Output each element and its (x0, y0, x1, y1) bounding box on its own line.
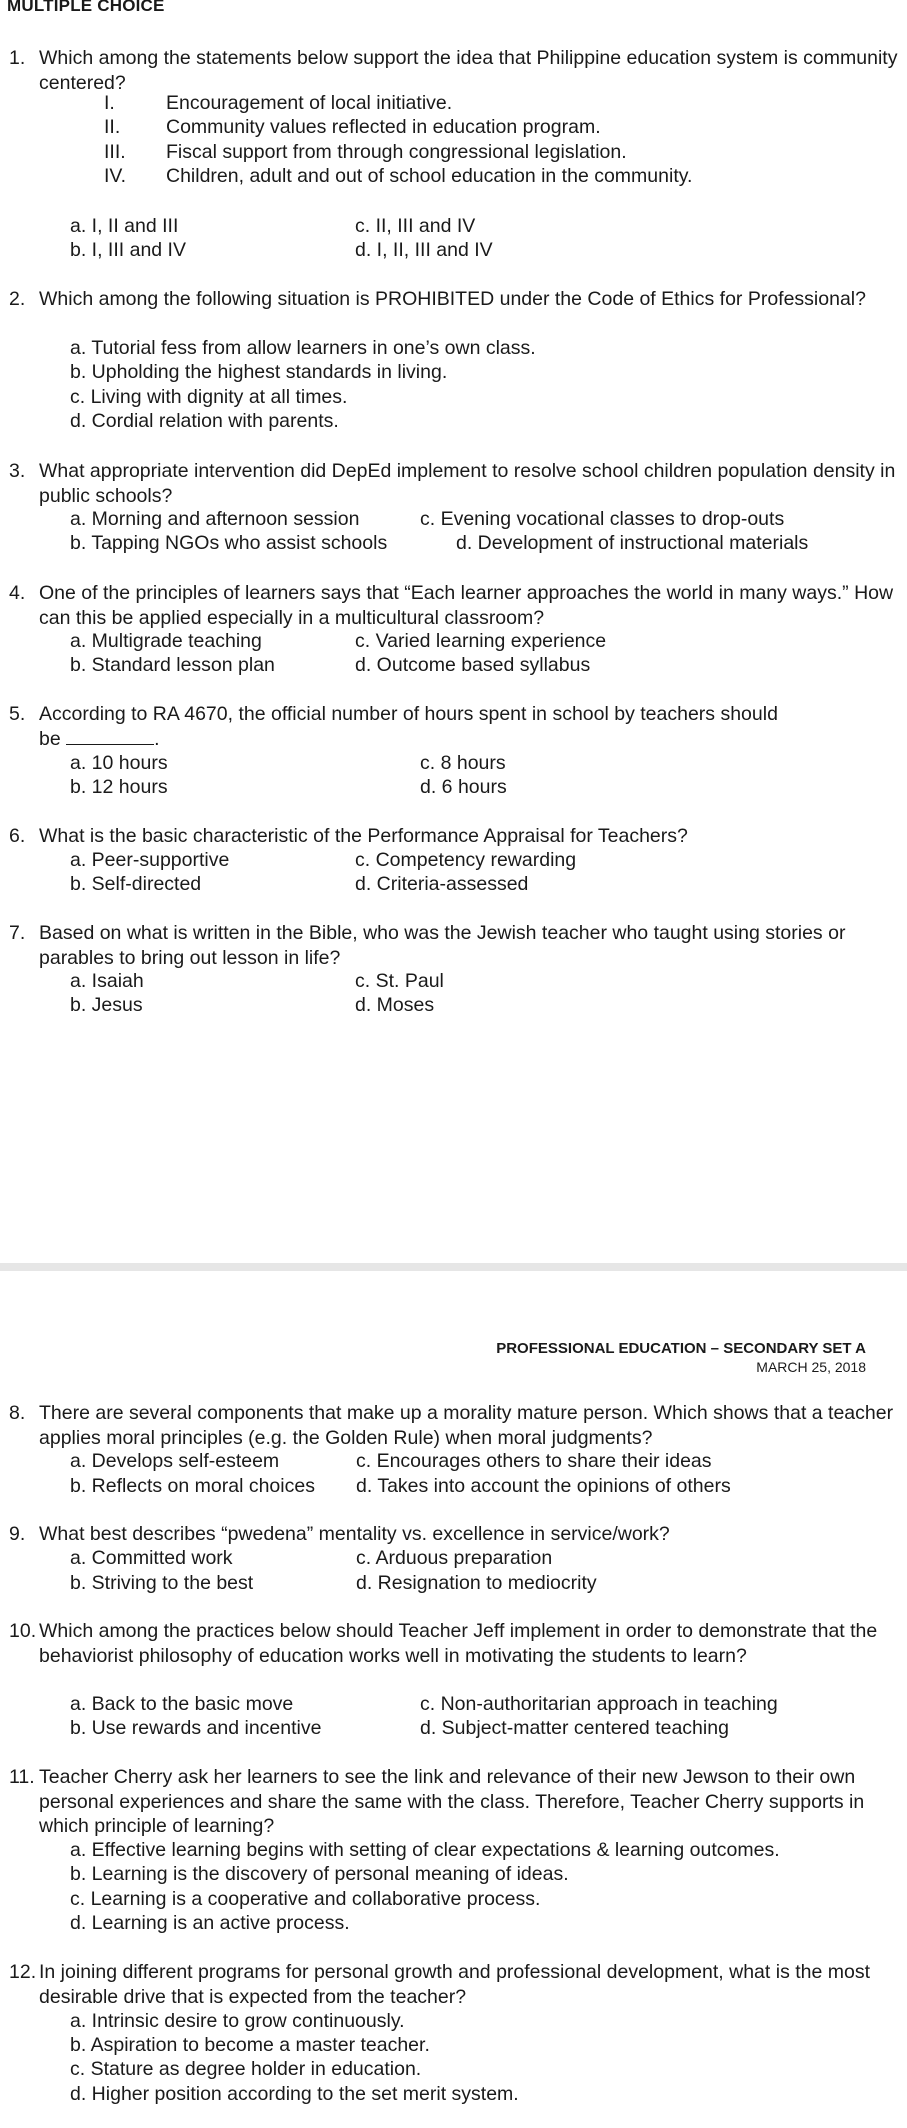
choice-c[interactable]: c. Stature as degree holder in education. (70, 2058, 422, 2080)
question-number: 4. (9, 582, 26, 604)
choice-a[interactable]: a. Multigrade teaching (70, 630, 262, 652)
question-text: According to RA 4670, the official number of hours spent in school by teachers should (39, 703, 778, 725)
choice-d[interactable]: d. I, II, III and IV (355, 239, 493, 261)
question-text: What is the basic characteristic of the Performance Appraisal for Teachers? (39, 825, 688, 847)
choice-c[interactable]: c. St. Paul (355, 970, 444, 992)
question-number: 3. (9, 460, 26, 482)
question-number: 1. (9, 47, 26, 69)
choice-a[interactable]: a. Morning and afternoon session (70, 508, 360, 530)
choice-c[interactable]: c. Living with dignity at all times. (70, 386, 348, 408)
choice-b[interactable]: b. I, III and IV (70, 239, 186, 261)
question-text: There are several components that make up a morality mature person. Which shows that a teacher applies moral principles (e.g. the Golden Rule) when moral judgments? (39, 1402, 894, 1449)
choice-a[interactable]: a. 10 hours (70, 752, 168, 774)
choice-a[interactable]: a. Isaiah (70, 970, 144, 992)
choice-b[interactable]: b. Standard lesson plan (70, 654, 275, 676)
choice-d[interactable]: d. 6 hours (420, 776, 507, 798)
statement-number: IV. (104, 165, 127, 187)
choice-d[interactable]: d. Takes into account the opinions of others (356, 1475, 731, 1497)
choice-a[interactable]: a. Peer-supportive (70, 849, 230, 871)
question-text-continued: be . (39, 728, 160, 750)
question-text: One of the principles of learners says that “Each learner approaches the world in many ways.” How can this be applied especially in a multicultural classroom? (39, 582, 894, 629)
question-number: 7. (9, 922, 26, 944)
choice-a[interactable]: a. Intrinsic desire to grow continuously. (70, 2010, 405, 2032)
choice-b[interactable]: b. Aspiration to become a master teacher. (70, 2034, 430, 2056)
statement-number: I. (104, 92, 115, 114)
statement-text: Fiscal support from through congressional legislation. (166, 141, 627, 163)
choice-c[interactable]: c. 8 hours (420, 752, 506, 774)
choice-d[interactable]: d. Resignation to mediocrity (356, 1572, 597, 1594)
question-text: Based on what is written in the Bible, who was the Jewish teacher who taught using stories or parables to bring out lesson in life? (39, 922, 846, 969)
question-text: What appropriate intervention did DepEd implement to resolve school children population density in public schools? (39, 460, 896, 507)
choice-c[interactable]: c. Encourages others to share their ideas (356, 1450, 712, 1472)
choice-c[interactable]: c. Evening vocational classes to drop-outs (420, 508, 785, 530)
choice-b[interactable]: b. Learning is the discovery of personal meaning of ideas. (70, 1863, 569, 1885)
question-number: 12. (9, 1961, 37, 1983)
page-2 (0, 1271, 907, 2128)
choice-a[interactable]: a. Committed work (70, 1547, 233, 1569)
choice-c[interactable]: c. II, III and IV (355, 215, 476, 237)
section-title: MULTIPLE CHOICE (7, 0, 165, 15)
choice-d[interactable]: d. Development of instructional materials (456, 532, 809, 554)
statement-text: Community values reflected in education program. (166, 116, 601, 138)
choice-d[interactable]: d. Subject-matter centered teaching (420, 1717, 729, 1739)
question-text: What best describes “pwedena” mentality vs. excellence in service/work? (39, 1523, 670, 1545)
question-text: In joining different programs for personal growth and professional development, what is the most desirable drive that is expected from the teacher? (39, 1961, 871, 2008)
question-number: 8. (9, 1402, 26, 1424)
choice-d[interactable]: d. Criteria-assessed (355, 873, 529, 895)
choice-b[interactable]: b. Jesus (70, 994, 143, 1016)
statement-text: Encouragement of local initiative. (166, 92, 453, 114)
choice-d[interactable]: d. Cordial relation with parents. (70, 410, 339, 432)
choice-d[interactable]: d. Outcome based syllabus (355, 654, 591, 676)
question-text: Which among the following situation is PROHIBITED under the Code of Ethics for Professional? (39, 288, 866, 310)
question-number: 11. (9, 1766, 35, 1788)
choice-d[interactable]: d. Moses (355, 994, 435, 1016)
choice-b[interactable]: b. Reflects on moral choices (70, 1475, 315, 1497)
page-separator (0, 1263, 907, 1271)
choice-c[interactable]: c. Non-authoritarian approach in teaching (420, 1693, 778, 1715)
question-number: 10. (9, 1620, 37, 1642)
page-header-date: MARCH 25, 2018 (756, 1359, 866, 1375)
statement-text: Children, adult and out of school education in the community. (166, 165, 693, 187)
choice-d[interactable]: d. Learning is an active process. (70, 1912, 350, 1934)
choice-c[interactable]: c. Competency rewarding (355, 849, 577, 871)
choice-c[interactable]: c. Varied learning experience (355, 630, 607, 652)
choice-b[interactable]: b. Striving to the best (70, 1572, 254, 1594)
choice-a[interactable]: a. Tutorial fess from allow learners in one’s own class. (70, 337, 536, 359)
question-number: 6. (9, 825, 26, 847)
choice-a[interactable]: a. Develops self-esteem (70, 1450, 280, 1472)
statement-number: III. (104, 141, 126, 163)
choice-b[interactable]: b. Use rewards and incentive (70, 1717, 322, 1739)
page-header-title: PROFESSIONAL EDUCATION – SECONDARY SET A (496, 1340, 866, 1357)
question-number: 9. (9, 1523, 26, 1545)
choice-b[interactable]: b. Upholding the highest standards in living. (70, 361, 448, 383)
choice-a[interactable]: a. Back to the basic move (70, 1693, 294, 1715)
choice-b[interactable]: b. Self-directed (70, 873, 202, 895)
question-text: Teacher Cherry ask her learners to see the link and relevance of their new Jewson to their own personal experiences and share the same with the class. Therefore, Teacher Cherry supports in which principle of learning? (39, 1766, 865, 1837)
choice-c[interactable]: c. Learning is a cooperative and collaborative process. (70, 1888, 541, 1910)
choice-b[interactable]: b. Tapping NGOs who assist schools (70, 532, 388, 554)
statement-number: II. (104, 116, 121, 138)
answer-blank (66, 728, 154, 745)
choice-c[interactable]: c. Arduous preparation (356, 1547, 553, 1569)
question-number: 2. (9, 288, 26, 310)
question-text: Which among the practices below should Teacher Jeff implement in order to demonstrate that the behaviorist philosophy of education works well in motivating the students to learn? (39, 1620, 878, 1667)
choice-a[interactable]: a. Effective learning begins with setting of clear expectations & learning outcomes. (70, 1839, 780, 1861)
choice-d[interactable]: d. Higher position according to the set merit system. (70, 2083, 519, 2105)
question-number: 5. (9, 703, 26, 725)
question-text: Which among the statements below support the idea that Philippine education system is community centered? (39, 47, 898, 94)
choice-a[interactable]: a. I, II and III (70, 215, 179, 237)
choice-b[interactable]: b. 12 hours (70, 776, 168, 798)
